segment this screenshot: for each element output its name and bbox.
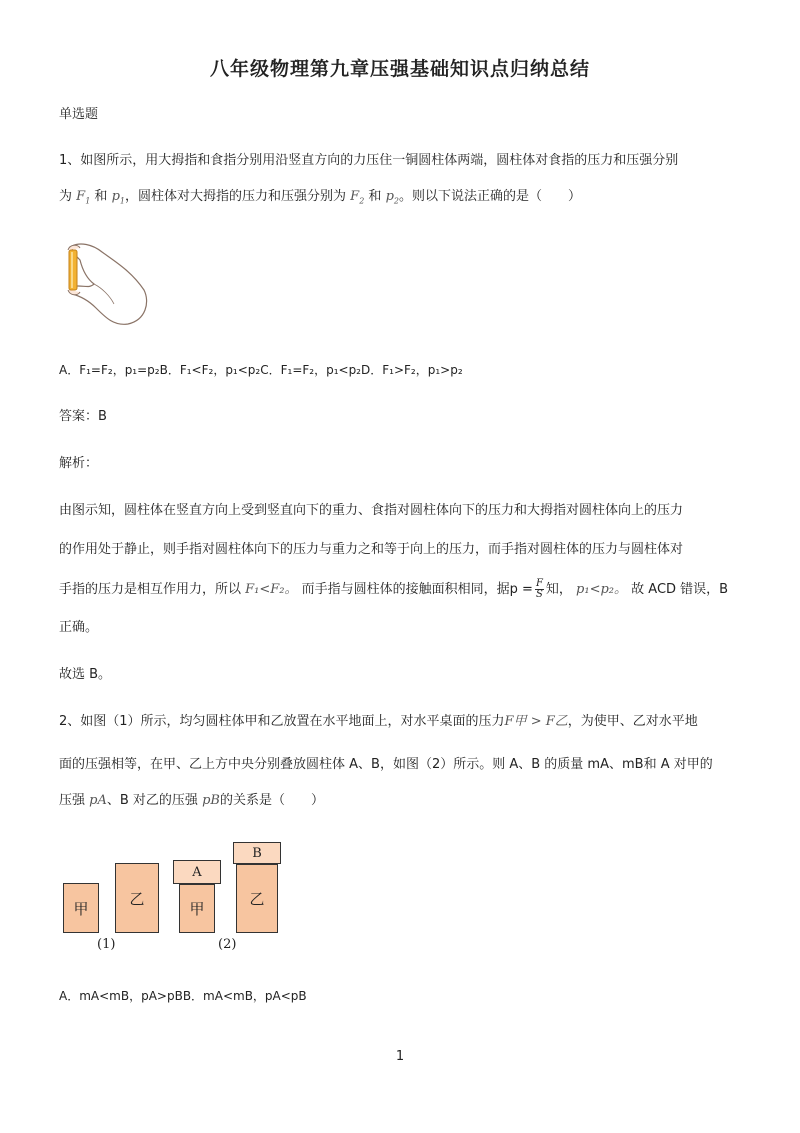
q2-pA: pA bbox=[89, 793, 107, 808]
q1-analysis-line4: 正确。 bbox=[59, 620, 99, 635]
hand-cylinder-figure bbox=[58, 238, 150, 328]
q1-stem-line1: 1、如图所示，用大拇指和食指分别用沿竖直方向的力压住一铜圆柱体两端，圆柱体对食指的压力和压强分别 bbox=[59, 153, 679, 168]
q1-analysis-line1: 由图示知，圆柱体在竖直方向上受到竖直向下的重力、食指对圆柱体向下的压力和大拇指对圆柱体向上的压力 bbox=[59, 503, 684, 518]
q2-force-compare: F甲 > F乙 bbox=[504, 714, 568, 729]
q1-F1: $F_1$ bbox=[76, 189, 91, 206]
q1-options: A．F₁=F₂，p₁=p₂B．F₁<F₂，p₁<p₂C．F₁=F₂，p₁<p₂D．F₁>F₂，p₁>p₂ bbox=[59, 363, 463, 377]
page-title: 八年级物理第九章压强基础知识点归纳总结 bbox=[209, 58, 590, 80]
q1-answer: 答案：B bbox=[59, 409, 107, 424]
q1-stem-line2 bbox=[59, 187, 581, 212]
q1-ineq-F: F₁<F₂。 bbox=[245, 582, 298, 597]
cylinder-A: A bbox=[173, 860, 221, 884]
q1-p2: $p_2$ bbox=[385, 189, 399, 206]
section-heading: 单选题 bbox=[59, 107, 99, 122]
q1-analysis-line2: 的作用处于静止，则手指对圆柱体向下的压力与重力之和等于向上的压力，而手指对圆柱体的压力与圆柱体对 bbox=[59, 542, 684, 557]
q2-stem-line1: 2、如图（1）所示，均匀圆柱体甲和乙放置在水平地面上，对水平桌面的压力F甲 > F乙，为使甲、乙对水平地 bbox=[59, 714, 698, 729]
cylinder-yi-fig2: 乙 bbox=[236, 864, 278, 933]
q2-options: A．mA<mB，pA>pBB．mA<mB，pA<pB bbox=[59, 989, 307, 1003]
q1-p1: $p_1$ bbox=[111, 189, 125, 206]
cylinder-jia-fig2: 甲 bbox=[179, 884, 215, 933]
q1-and2: 和 bbox=[368, 189, 382, 204]
q2-stem-line2: 面的压强相等，在甲、乙上方中央分别叠放圆柱体 A、B，如图（2）所示。则 A、B 的质量 mA、mB和 A 对甲的 bbox=[59, 757, 713, 772]
figure-label-1: (1) bbox=[97, 937, 116, 952]
cylinder-jia-fig1: 甲 bbox=[63, 883, 99, 933]
q1-and: 和 bbox=[94, 189, 108, 204]
q2-stem-line3: 压强 pA、B 对乙的压强 pB的关系是（ ） bbox=[59, 793, 324, 808]
q1-analysis-line3: 手指的压力是相互作用力，所以 F₁<F₂。 而手指与圆柱体的接触面积相同，据p = $\frac{F}{S}$ 知， p₁<p₂。 故 ACD 错误，B bbox=[59, 578, 729, 600]
q1-text: 为 bbox=[59, 189, 73, 204]
hand-shape bbox=[70, 244, 147, 324]
figure-label-2: (2) bbox=[218, 937, 237, 952]
q1-analysis-label: 解析： bbox=[59, 456, 99, 471]
q1-ineq-p: p₁<p₂。 bbox=[576, 582, 628, 597]
page-number: 1 bbox=[395, 1049, 405, 1064]
cylinder-B: B bbox=[233, 842, 281, 864]
q1-text2: ，圆柱体对大拇指的压力和压强分别为 bbox=[125, 189, 347, 204]
q1-conclusion: 故选 B。 bbox=[59, 667, 112, 682]
q1-F2: $F_2$ bbox=[350, 189, 365, 206]
q1-text3: 。则以下说法正确的是（ ） bbox=[399, 189, 582, 204]
q2-pB: pB bbox=[202, 793, 220, 808]
pressure-fraction: $\frac{F}{S}$ bbox=[535, 578, 543, 600]
cylinder-yi-fig1: 乙 bbox=[115, 863, 159, 933]
